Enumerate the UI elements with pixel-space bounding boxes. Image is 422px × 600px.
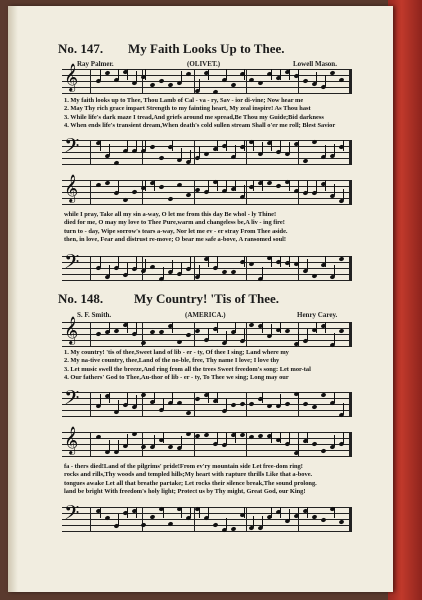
note-stem — [244, 507, 245, 518]
note-stem — [307, 507, 308, 518]
note-stem — [298, 69, 299, 80]
staff-line — [62, 268, 352, 269]
song-147-verse-2a: 2. May Thy rich grace impart Strength to my fainting heart, My zeal inspire! As Thou hast — [64, 105, 311, 113]
note-stem — [217, 180, 218, 191]
staff-148-2-bass — [62, 501, 352, 533]
note-head — [194, 328, 200, 333]
song-148-verse-3b: tongues awake Let all that breathe partake; Let rocks their silence break,The sound prolong. — [64, 479, 317, 487]
song-148-tune: (AMERICA.) — [185, 311, 226, 319]
note-stem — [289, 256, 290, 267]
staff-line — [62, 456, 352, 457]
note-stem — [118, 514, 119, 525]
note-stem — [262, 267, 263, 278]
note-stem — [253, 516, 254, 527]
note-stem — [334, 144, 335, 155]
treble-clef-icon: 𝄞 — [64, 174, 79, 202]
note-stem — [298, 392, 299, 403]
note-stem — [334, 392, 335, 403]
note-head — [275, 183, 281, 188]
song-147-title: My Faith Looks Up to Thee. — [128, 41, 285, 56]
final-barline — [349, 432, 352, 457]
note-stem — [235, 322, 236, 333]
note-head — [140, 444, 146, 449]
barline — [90, 507, 91, 532]
note-head — [203, 151, 209, 156]
note-stem — [172, 392, 173, 403]
note-stem — [208, 392, 209, 403]
staff-line — [62, 81, 352, 82]
note-stem — [118, 400, 119, 411]
note-stem — [280, 432, 281, 443]
song-147-verse-3b: turn to - day, Wipe sorrow's tears a-way, Nor let me ev - er stray From Thee aside. — [64, 227, 288, 235]
bass-clef-icon: 𝄢 — [64, 250, 80, 278]
note-head — [167, 196, 173, 201]
bass-clef-icon: 𝄢 — [64, 134, 80, 162]
note-stem — [136, 140, 137, 151]
note-stem — [154, 180, 155, 191]
note-head — [311, 441, 317, 446]
note-stem — [244, 329, 245, 340]
barline — [90, 180, 91, 205]
note-head — [311, 139, 317, 144]
barline — [246, 180, 247, 205]
note-stem — [262, 516, 263, 527]
note-head — [257, 80, 263, 85]
final-barline — [349, 322, 352, 347]
note-stem — [172, 322, 173, 333]
note-stem — [316, 181, 317, 192]
final-barline — [349, 392, 352, 417]
song-147-verse-4a: 4. When ends life's transient dream,When death's cold sullen stream Shall o'er me roll; Blest Savior — [64, 121, 336, 129]
song-148-verses-part-1 — [64, 349, 354, 382]
note-head — [122, 197, 128, 202]
note-stem — [145, 180, 146, 191]
song-148-lyricist: S. F. Smith. — [77, 311, 112, 319]
note-stem — [190, 507, 191, 518]
note-stem — [253, 180, 254, 191]
note-stem — [109, 265, 110, 276]
note-head — [158, 155, 164, 160]
note-stem — [271, 324, 272, 335]
note-stem — [235, 432, 236, 443]
note-stem — [244, 256, 245, 267]
note-stem — [307, 432, 308, 443]
song-148-composer: Henry Carey. — [297, 311, 338, 319]
final-barline — [349, 256, 352, 281]
song-148-verse-2b: rocks and rills,Thy woods and templed hills;My heart with rapture thrills Like that a-bove. — [64, 471, 313, 479]
note-head — [131, 189, 137, 194]
staff-line — [62, 93, 352, 94]
note-stem — [298, 332, 299, 343]
note-head — [230, 402, 236, 407]
barline — [194, 140, 195, 165]
note-stem — [217, 256, 218, 267]
note-stem — [307, 259, 308, 270]
final-barline — [349, 180, 352, 205]
note-stem — [226, 331, 227, 342]
note-stem — [118, 181, 119, 192]
note-stem — [343, 432, 344, 443]
staff-line — [62, 416, 352, 417]
note-stem — [136, 395, 137, 406]
note-stem — [280, 140, 281, 151]
note-stem — [298, 140, 299, 151]
barline — [246, 140, 247, 165]
barline — [142, 69, 143, 94]
song-147-tune: (OLIVET.) — [187, 60, 221, 68]
song-148-verse-1b: fa - thers died!Land of the pilgrims' pride!From ev'ry mountain side Let free-dom ring! — [64, 463, 303, 470]
barline — [90, 69, 91, 94]
note-stem — [136, 257, 137, 268]
note-head — [104, 180, 110, 185]
note-stem — [226, 180, 227, 191]
staff-line — [62, 444, 352, 445]
note-head — [185, 192, 191, 197]
note-stem — [109, 322, 110, 333]
barline — [90, 140, 91, 165]
note-head — [266, 403, 272, 408]
note-stem — [334, 184, 335, 195]
song-147-verses-part-2 — [64, 211, 354, 244]
note-stem — [334, 507, 335, 518]
staff-line — [62, 87, 352, 88]
song-148-verse-3a: 3. Let music swell the breeze,And ring from all the trees Sweet freedom's song: Let mor-tal — [64, 365, 311, 373]
final-barline — [349, 140, 352, 165]
note-stem — [244, 140, 245, 151]
note-stem — [127, 69, 128, 80]
song-148-verse-4a: 4. Our fathers' God to Thee,Au-thor of lib - er - ty, To Thee we sing; Long may our — [64, 373, 289, 381]
note-stem — [208, 256, 209, 267]
staff-line — [62, 262, 352, 263]
staff-line — [62, 513, 352, 514]
note-stem — [109, 392, 110, 403]
note-stem — [100, 394, 101, 405]
note-head — [167, 444, 173, 449]
song-147-verse-3a: 3. While life's dark maze I tread,And griefs around me spread,Be Thou my Guide;Bid darkness — [64, 113, 324, 121]
note-stem — [208, 180, 209, 191]
note-stem — [343, 189, 344, 200]
note-stem — [190, 257, 191, 268]
note-stem — [325, 145, 326, 156]
staff-line — [62, 438, 352, 439]
note-stem — [127, 393, 128, 404]
note-head — [338, 256, 344, 261]
barline — [246, 432, 247, 457]
note-head — [95, 331, 101, 336]
note-head — [248, 401, 254, 406]
note-stem — [181, 262, 182, 273]
note-stem — [235, 180, 236, 191]
note-stem — [118, 69, 119, 80]
note-stem — [244, 69, 245, 80]
song-147-verse-4b: then, in love, Fear and distrust re-move; O bear me safe a-bove, A ransomed soul! — [64, 235, 287, 243]
barline — [246, 69, 247, 94]
staff-line — [62, 525, 352, 526]
note-head — [158, 184, 164, 189]
staff-line — [62, 346, 352, 347]
note-stem — [172, 140, 173, 151]
note-stem — [154, 392, 155, 403]
note-stem — [325, 322, 326, 333]
note-stem — [100, 507, 101, 518]
staff-line — [62, 410, 352, 411]
note-head — [248, 322, 254, 327]
note-head — [185, 410, 191, 415]
song-147-verse-2b: died for me, O may my love to Thee Pure,warm and changeless be,A liv - ing fire! — [64, 219, 285, 227]
staff-line — [62, 531, 352, 532]
staff-148-1-bass — [62, 386, 352, 418]
note-stem — [280, 256, 281, 267]
barline — [90, 432, 91, 457]
song-147-verse-1a: 1. My faith looks up to Thee, Thou Lamb of Cal - va - ry, Sav - ior di-vine; Now hear me — [64, 97, 304, 104]
note-head — [284, 401, 290, 406]
note-stem — [316, 72, 317, 83]
note-stem — [298, 507, 299, 518]
bass-clef-icon: 𝄢 — [64, 386, 80, 414]
staff-line — [62, 186, 352, 187]
barline — [142, 507, 143, 532]
note-stem — [217, 392, 218, 403]
note-stem — [199, 79, 200, 90]
note-head — [131, 431, 137, 436]
treble-clef-icon: 𝄞 — [64, 63, 79, 91]
note-head — [302, 158, 308, 163]
note-head — [338, 328, 344, 333]
note-head — [140, 340, 146, 345]
note-head — [113, 328, 119, 333]
note-stem — [163, 267, 164, 278]
note-stem — [271, 140, 272, 151]
song-148-verse-2a: 2. My na-tive country, thee,Land of the no-ble, free, Thy name I love; I love thy — [64, 357, 280, 365]
note-stem — [172, 260, 173, 271]
note-head — [248, 261, 254, 266]
barline — [246, 392, 247, 417]
song-147-number: No. 147. — [58, 41, 104, 56]
staff-line — [62, 507, 352, 508]
bass-clef-icon: 𝄢 — [64, 501, 80, 529]
note-stem — [217, 322, 218, 333]
barline — [194, 322, 195, 347]
note-head — [212, 522, 218, 527]
barline — [90, 392, 91, 417]
note-stem — [127, 263, 128, 274]
note-stem — [271, 507, 272, 518]
note-stem — [298, 441, 299, 452]
page-gutter — [8, 6, 18, 592]
barline — [90, 322, 91, 347]
staff-line — [62, 322, 352, 323]
note-stem — [343, 403, 344, 414]
note-stem — [190, 150, 191, 161]
note-stem — [136, 71, 137, 82]
note-stem — [262, 142, 263, 153]
song-147-verses-part-1 — [64, 97, 354, 130]
note-stem — [127, 322, 128, 333]
staff-line — [62, 146, 352, 147]
note-stem — [334, 435, 335, 446]
note-stem — [181, 507, 182, 518]
note-stem — [136, 322, 137, 333]
note-stem — [325, 256, 326, 267]
barline — [194, 180, 195, 205]
staff-148-1-treble — [62, 316, 352, 348]
note-stem — [136, 507, 137, 518]
note-head — [266, 180, 272, 185]
note-stem — [181, 148, 182, 159]
song-148-number: No. 148. — [58, 291, 104, 306]
staff-line — [62, 404, 352, 405]
treble-clef-icon: 𝄞 — [64, 316, 79, 344]
note-head — [302, 78, 308, 83]
note-stem — [100, 69, 101, 80]
note-stem — [109, 440, 110, 451]
song-148-verses-part-2 — [64, 463, 354, 496]
note-stem — [325, 180, 326, 191]
note-head — [194, 396, 200, 401]
note-stem — [280, 69, 281, 80]
note-stem — [307, 329, 308, 340]
staff-line — [62, 198, 352, 199]
note-head — [302, 401, 308, 406]
note-stem — [217, 432, 218, 443]
note-stem — [127, 140, 128, 151]
note-head — [320, 392, 326, 397]
note-stem — [280, 394, 281, 405]
barline — [246, 322, 247, 347]
note-stem — [226, 399, 227, 410]
note-stem — [262, 180, 263, 191]
note-stem — [289, 142, 290, 153]
note-stem — [262, 322, 263, 333]
note-head — [158, 78, 164, 83]
note-stem — [145, 259, 146, 270]
note-stem — [271, 432, 272, 443]
barline — [194, 392, 195, 417]
note-head — [176, 339, 182, 344]
note-stem — [163, 432, 164, 443]
staff-147-2-treble — [62, 174, 352, 206]
note-stem — [289, 509, 290, 520]
note-stem — [199, 265, 200, 276]
note-stem — [208, 328, 209, 339]
staff-line — [62, 204, 352, 205]
song-148-verse-1a: 1. My country! 'tis of thee,Sweet land of lib - er - ty, Of thee I sing; Land where my — [64, 349, 289, 356]
note-stem — [298, 180, 299, 191]
staff-line — [62, 140, 352, 141]
note-stem — [298, 256, 299, 267]
note-stem — [181, 71, 182, 82]
note-stem — [289, 180, 290, 191]
note-stem — [271, 256, 272, 267]
note-stem — [145, 69, 146, 80]
note-stem — [127, 507, 128, 518]
note-head — [203, 432, 209, 437]
staff-line — [62, 280, 352, 281]
staff-147-1-bass — [62, 134, 352, 166]
note-head — [239, 401, 245, 406]
note-stem — [208, 69, 209, 80]
note-stem — [145, 140, 146, 151]
note-stem — [307, 181, 308, 192]
note-stem — [244, 185, 245, 196]
barline — [90, 256, 91, 281]
note-stem — [118, 440, 119, 451]
song-147-verse-1b: while I pray, Take all my sin a-way, O let me from this day Be whol - ly Thine! — [64, 211, 277, 218]
note-head — [140, 392, 146, 397]
note-stem — [280, 507, 281, 518]
note-head — [311, 273, 317, 278]
note-stem — [271, 69, 272, 80]
note-stem — [325, 75, 326, 86]
note-stem — [163, 507, 164, 518]
note-stem — [226, 140, 227, 151]
staff-147-2-bass — [62, 250, 352, 282]
barline — [142, 180, 143, 205]
treble-clef-icon: 𝄞 — [64, 426, 79, 454]
note-stem — [226, 69, 227, 80]
barline — [246, 507, 247, 532]
note-stem — [127, 434, 128, 445]
note-stem — [100, 256, 101, 267]
note-stem — [217, 140, 218, 151]
song-148-title: My Country! 'Tis of Thee. — [134, 291, 280, 306]
note-stem — [334, 333, 335, 344]
note-stem — [289, 432, 290, 443]
note-stem — [262, 392, 263, 403]
note-head — [140, 522, 146, 527]
staff-line — [62, 164, 352, 165]
note-stem — [199, 507, 200, 518]
note-stem — [280, 322, 281, 333]
note-stem — [208, 507, 209, 518]
note-stem — [118, 256, 119, 267]
note-stem — [343, 140, 344, 151]
note-stem — [199, 146, 200, 157]
final-barline — [349, 69, 352, 94]
note-stem — [181, 436, 182, 447]
song-148-verse-4b: land be bright With freedom's holy light; Protect us by Thy might, Great God, our King! — [64, 487, 306, 495]
book-spine — [388, 0, 422, 600]
note-stem — [226, 433, 227, 444]
note-stem — [289, 69, 290, 80]
note-head — [338, 519, 344, 524]
barline — [246, 256, 247, 281]
final-barline — [349, 507, 352, 532]
note-stem — [109, 144, 110, 155]
note-head — [320, 448, 326, 453]
note-head — [239, 432, 245, 437]
note-head — [284, 328, 290, 333]
note-stem — [163, 398, 164, 409]
note-stem — [226, 518, 227, 529]
note-stem — [334, 265, 335, 276]
song-147-lyricist: Ray Palmer. — [77, 60, 114, 68]
staff-line — [62, 328, 352, 329]
note-head — [185, 431, 191, 436]
note-head — [149, 144, 155, 149]
note-head — [320, 517, 326, 522]
song-147-composer: Lowell Mason. — [293, 60, 337, 68]
note-stem — [154, 435, 155, 446]
note-head — [311, 404, 317, 409]
note-stem — [316, 322, 317, 333]
note-stem — [253, 140, 254, 151]
note-stem — [100, 140, 101, 151]
note-head — [185, 332, 191, 337]
staff-148-2-treble — [62, 426, 352, 458]
note-stem — [235, 145, 236, 156]
